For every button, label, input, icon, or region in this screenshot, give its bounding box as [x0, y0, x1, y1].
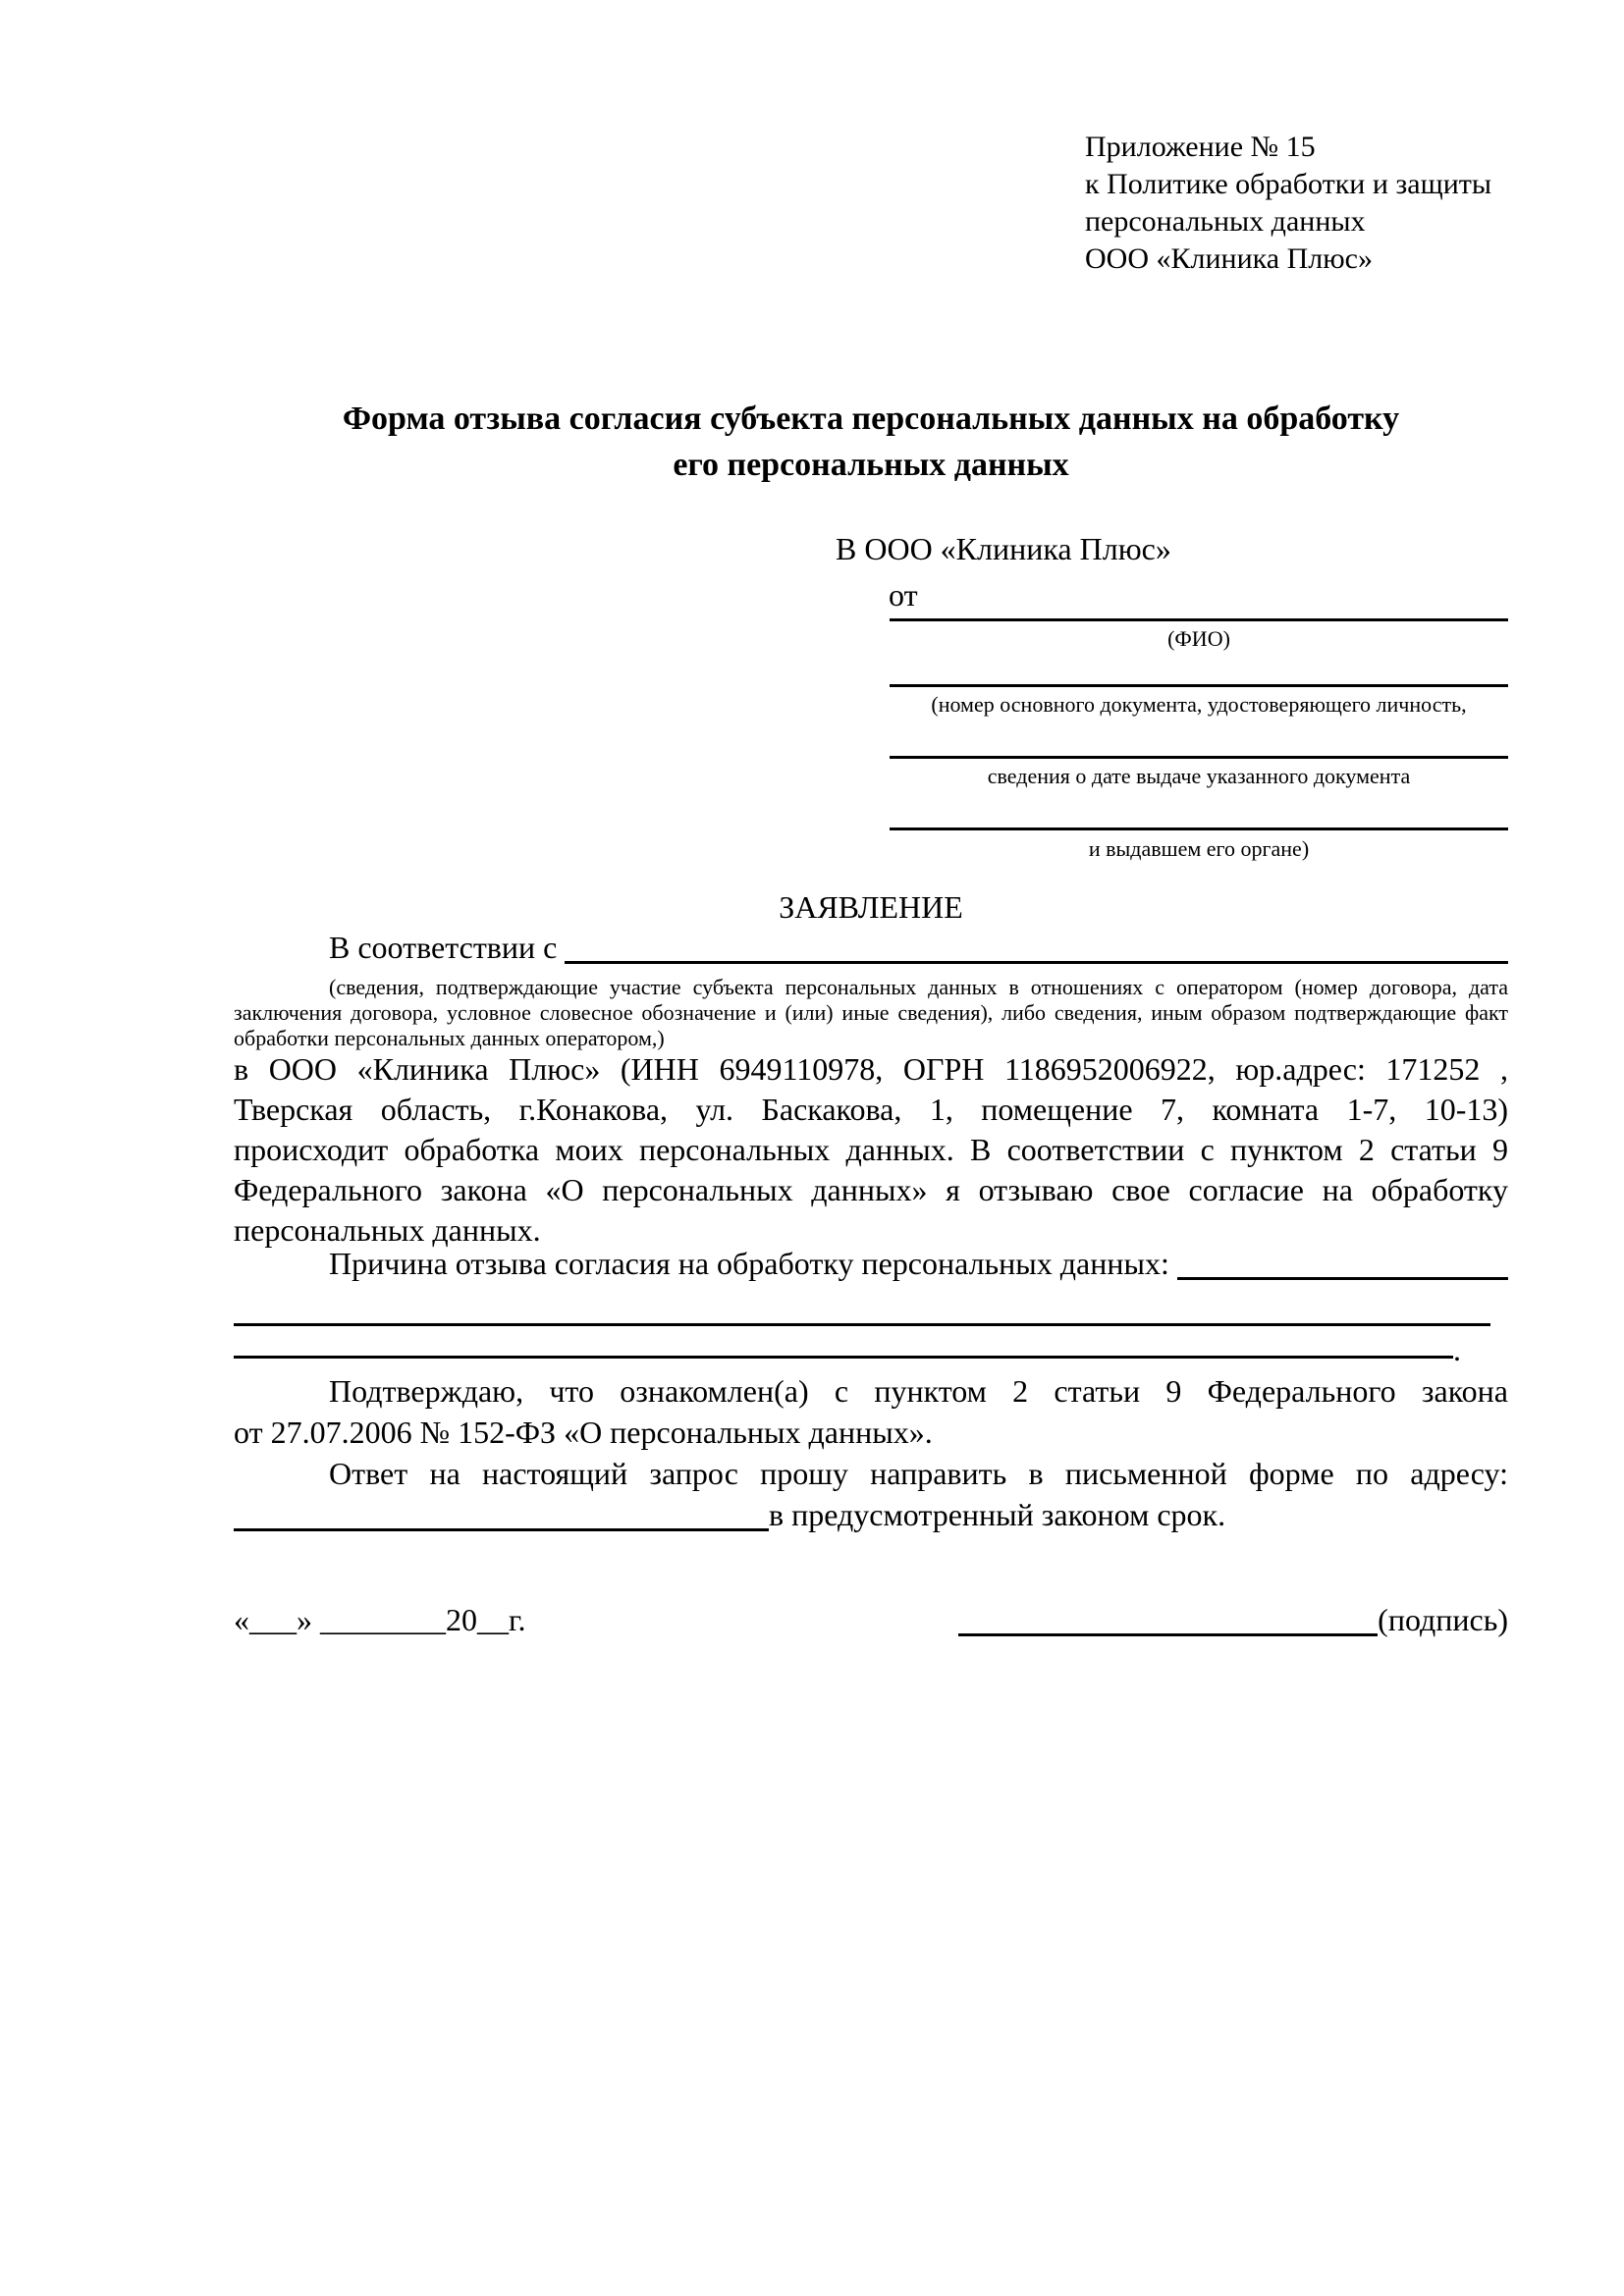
- body-paragraph-line-1: в ООО «Клиника Плюс» (ИНН 6949110978, ОГРН 1186952006922, юр.адрес: 171252 ,: [234, 1051, 1508, 1087]
- statement-heading: ЗАЯВЛЕНИЕ: [779, 889, 963, 925]
- reason-line: [234, 1243, 1508, 1284]
- confirmation-line-1: Подтверждаю, что ознакомлен(а) с пунктом 2 статьи 9 Федерального закона: [329, 1373, 1508, 1409]
- appendix-note-line-3: персональных данных: [1085, 205, 1366, 238]
- document-title-line-2: его персональных данных: [673, 447, 1069, 483]
- recipient-from-label: от: [889, 577, 918, 613]
- issue-date-blank-line: [890, 756, 1508, 759]
- body-paragraph-line-3: происходит обработка моих персональных данных. В соответствии с пунктом 2 статьи 9: [234, 1132, 1508, 1167]
- signature-area: [958, 1598, 1508, 1641]
- reply-line-2: [234, 1494, 1508, 1535]
- issuing-authority-caption: и выдавшем его органе): [1088, 836, 1310, 861]
- reply-paragraph: [234, 1453, 1508, 1535]
- doc-number-blank-line: [890, 684, 1508, 687]
- signature-blank-line: [958, 1598, 1378, 1636]
- body-paragraph: [234, 1049, 1508, 1251]
- issue-date-caption: сведения о дате выдаче указанного документа: [987, 764, 1411, 788]
- accordance-blank-line: [565, 927, 1508, 964]
- appendix-note-line-2: к Политике обработки и защиты: [1085, 168, 1492, 200]
- confirmation-paragraph: [234, 1370, 1508, 1453]
- footnote-line-2: заключения договора, условное словесное обозначение и (или) иные сведения), либо сведения, иным образом подтверждающие факт: [234, 1000, 1508, 1025]
- doc-number-caption: (номер основного документа, удостоверяющего личность,: [931, 692, 1467, 717]
- reason-extra-blank-line-1: [234, 1323, 1490, 1326]
- reply-line-2-text: в предусмотренный законом срок.: [769, 1497, 1226, 1532]
- reason-blank-line: [1177, 1243, 1508, 1280]
- appendix-note-line-1: Приложение № 15: [1085, 131, 1316, 163]
- body-paragraph-line-2: Тверская область, г.Конакова, ул. Баскакова, 1, помещение 7, комната 1-7, 10-13): [234, 1092, 1508, 1127]
- reason-extra-blank-line-2-rule: [234, 1356, 1453, 1359]
- document-title: [234, 396, 1508, 488]
- body-paragraph-line-4: Федерального закона «О персональных данных» я отзываю свое согласие на обработку: [234, 1172, 1508, 1207]
- appendix-note: [1085, 129, 1491, 278]
- reason-extra-blank-line-2: [234, 1327, 1508, 1367]
- issuing-authority-blank-line: [890, 828, 1508, 830]
- footnote-line-1: (сведения, подтверждающие участие субъекта персональных данных в отношениях с оператором (номер договора, дата: [329, 975, 1508, 999]
- body-paragraph-line-5: персональных данных.: [234, 1212, 541, 1248]
- confirmation-line-2: от 27.07.2006 № 152-ФЗ «О персональных данных».: [234, 1415, 933, 1450]
- signature-caption: (подпись): [1378, 1602, 1508, 1637]
- appendix-note-line-4: ООО «Клиника Плюс»: [1085, 242, 1373, 275]
- accordance-line: [234, 927, 1508, 968]
- address-blank-line: [234, 1494, 769, 1531]
- signature-row: [234, 1598, 1508, 1641]
- fio-caption: (ФИО): [1167, 626, 1230, 651]
- sentence-period: .: [1453, 1332, 1461, 1367]
- footnote-block: [234, 975, 1508, 1051]
- fio-blank-line: [890, 618, 1508, 621]
- footnote-line-3: обработки персональных данных оператором,): [234, 1026, 665, 1050]
- accordance-prefix: В соответствии с: [329, 930, 566, 965]
- reply-line-1: Ответ на настоящий запрос прошу направить в письменной форме по адресу:: [329, 1456, 1508, 1491]
- recipient-org-line: В ООО «Клиника Плюс»: [836, 531, 1171, 566]
- signature-date-blank: «___» ________20__г.: [234, 1602, 526, 1637]
- reason-label: Причина отзыва согласия на обработку персональных данных:: [329, 1246, 1177, 1281]
- document-title-line-1: Форма отзыва согласия субъекта персональных данных на обработку: [342, 400, 1400, 437]
